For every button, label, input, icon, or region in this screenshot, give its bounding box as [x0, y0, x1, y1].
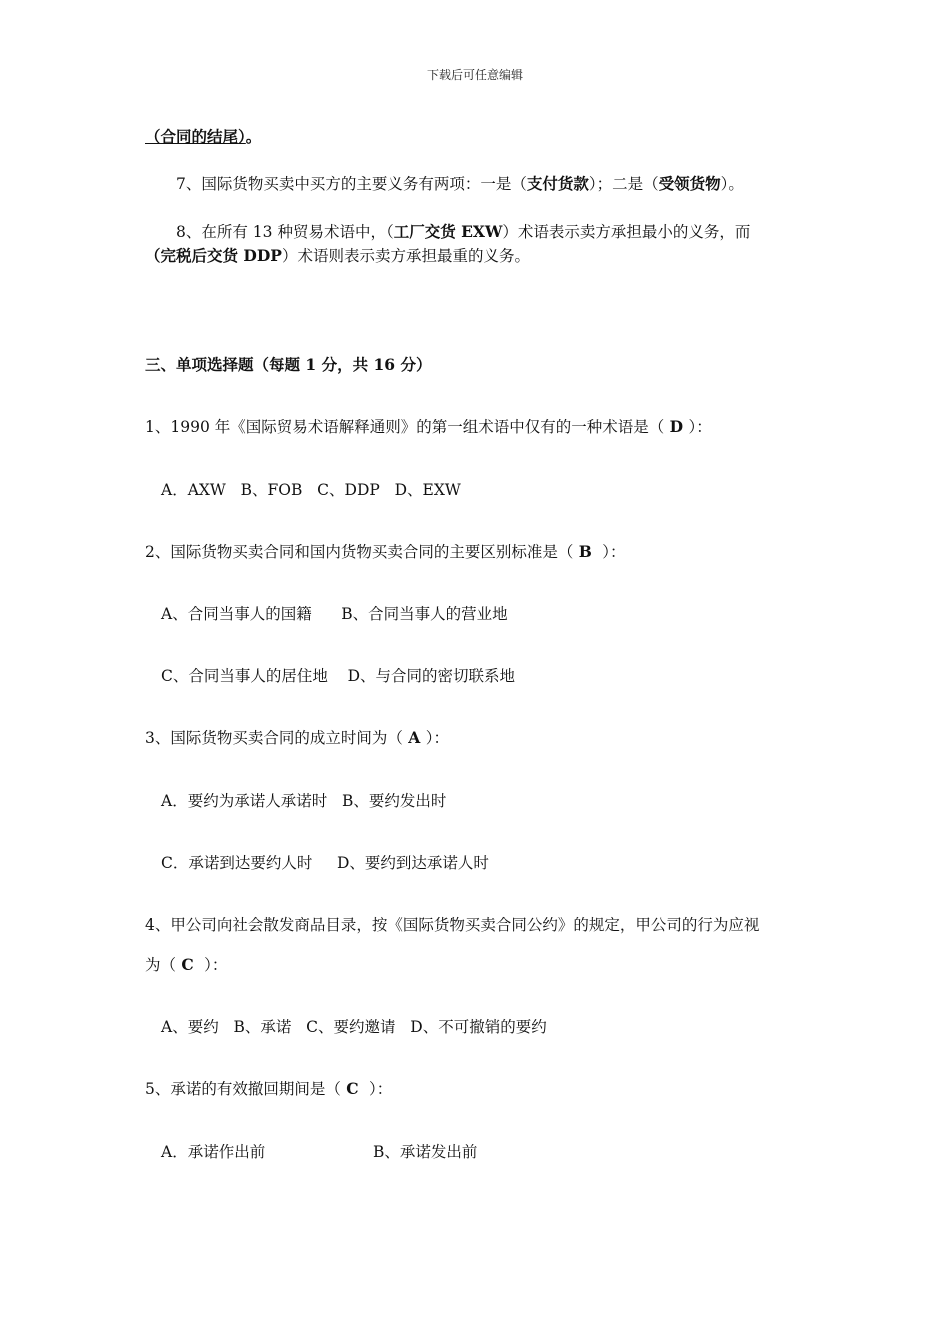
q7-answer-2: 受领货物: [658, 174, 721, 193]
q5-stem: 5、承诺的有效撤回期间是（: [145, 1080, 341, 1098]
q1-end: ）：: [688, 418, 712, 436]
question-5: [145, 1078, 392, 1100]
q4-options: A、要约 B、承诺 C、要约邀请 D、不可撤销的要约: [161, 1018, 547, 1036]
q3-options-line-1: A．要约为承诺人承诺时 B、要约发出时: [161, 792, 447, 810]
q5-end: ）：: [364, 1080, 393, 1098]
q4-end: ）：: [199, 956, 228, 974]
q8-open-2: （: [145, 246, 161, 265]
q2-options-line-1: A、合同当事人的国籍 B、合同当事人的营业地: [161, 605, 508, 623]
paren-close: ）: [238, 127, 246, 146]
q8-suffix: ）术语则表示卖方承担最重的义务。: [281, 247, 530, 265]
q3-answer: A: [402, 728, 426, 747]
question-3: [145, 727, 449, 749]
q7-answer-1: 支付货款: [526, 174, 589, 193]
question-1: [145, 416, 712, 438]
q5-answer: C: [340, 1079, 365, 1098]
fill-question-8-line-2: [145, 245, 530, 267]
q5-option-a: A．承诺作出前: [161, 1143, 266, 1161]
q7-suffix: ）。: [720, 175, 744, 193]
q4-stem-2: 为（: [145, 956, 177, 974]
answer-text: 合同的结尾: [160, 127, 239, 146]
q1-options: A．AXW B、FOB C、DDP D、EXW: [161, 481, 461, 499]
q2-answer: B: [573, 542, 598, 561]
q3-end: ）：: [425, 729, 449, 747]
question-4-line-1: 4、甲公司向社会散发商品目录，按《国际货物买卖合同公约》的规定，甲公司的行为应视: [145, 916, 760, 934]
fill-question-7: [176, 173, 744, 195]
q2-options-line-2: C、合同当事人的居住地 D、与合同的密切联系地: [161, 667, 515, 685]
q8-answer-1: 工厂交货 EXW: [393, 222, 503, 241]
q5-option-b: B、承诺发出前: [373, 1143, 478, 1161]
q4-answer: C: [176, 955, 200, 974]
q3-options-line-2: C．承诺到达要约人时 D、要约到达承诺人时: [161, 854, 489, 872]
q3-stem: 3、国际货物买卖合同的成立时间为（: [145, 729, 403, 747]
q8-answer-2: 完税后交货 DDP: [160, 246, 282, 265]
period: 。: [245, 127, 262, 146]
q8-mid: ）术语表示卖方承担最小的义务，而: [502, 223, 751, 241]
q8-prefix: 8、在所有 13 种贸易术语中，（: [176, 223, 394, 241]
q2-end: ）：: [597, 543, 626, 561]
q2-stem: 2、国际货物买卖合同和国内货物买卖合同的主要区别标准是（: [145, 543, 574, 561]
q1-answer: D: [664, 417, 689, 436]
q7-mid: ）；二是（: [588, 175, 659, 193]
section-title: 三、单项选择题（每题 1 分，共 16 分）: [145, 355, 432, 374]
fill-question-8-line-1: [176, 221, 750, 243]
page-header: 下载后可任意编辑: [426, 68, 523, 82]
previous-answer-continuation: [145, 126, 261, 148]
paren-open: （: [145, 127, 161, 146]
question-2: [145, 541, 625, 563]
question-4-line-2: [145, 954, 227, 976]
q7-prefix: 7、国际货物买卖中买方的主要义务有两项：一是（: [176, 175, 527, 193]
q1-stem: 1、1990 年《国际贸易术语解释通则》的第一组术语中仅有的一种术语是（: [145, 418, 665, 436]
